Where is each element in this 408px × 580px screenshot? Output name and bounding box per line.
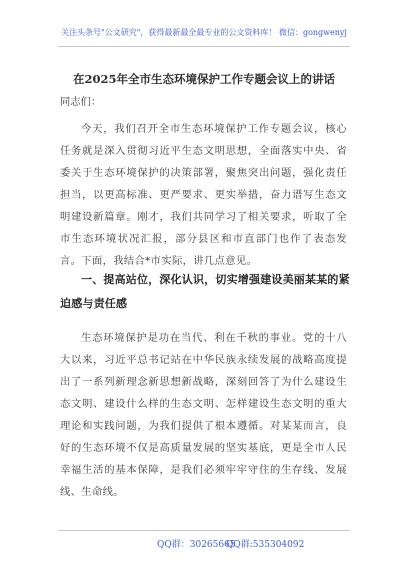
qq-group-2: QQ群:535304092 bbox=[226, 540, 305, 550]
promo-header: 关注头条号"公文研究"，获得最新最全最专业的公文资料库！ 微信：gongwenyj bbox=[61, 28, 347, 37]
header-divider bbox=[58, 46, 350, 47]
footer-divider bbox=[58, 530, 350, 531]
paragraph-section-1: 生态环境保护是功在当代、利在千秋的事业。党的十八大以来，习近平总书记站在中华民族永续发展的战略高度提出了一系列新理念新思想新战略，深刻回答了为什么建设生态文明、建设什么样的生态文明、怎样建设生态文明的重大理论和实践问题，为我们提供了根本遵循。对某某而言，良好的生态环境不仅是高质量发展的坚实基底，更是全市人民幸福生活的基本保障，是我们必须牢牢守住的生存线、发展线、生命线。 bbox=[60, 332, 347, 498]
section-heading-1: 一、提高站位，深化认识，切实增强建设美丽某某的紧迫感与责任感 bbox=[60, 273, 350, 310]
document-title: 在2025年全市生态环境保护工作专题会议上的讲话 bbox=[72, 72, 335, 86]
qq-group-1: QQ群：30265665 bbox=[157, 540, 236, 550]
paragraph-intro: 今天，我们召开全市生态环境保护工作专题会议，核心任务就是深入贯彻习近平生态文明思想，全面落实中央、省委关于生态环境保护的决策部署，聚焦突出问题，强化责任担当，以更高标准、更严要求、更实举措，奋力谱写生态文明建设新篇章。刚才，我们共同学习了相关要求，听取了全市生态环境状况汇报，部分县区和市直部门也作了表态发言。下面，我结合*市实际，讲几点意见。 bbox=[60, 123, 347, 267]
greeting: 同志们： bbox=[60, 96, 102, 108]
